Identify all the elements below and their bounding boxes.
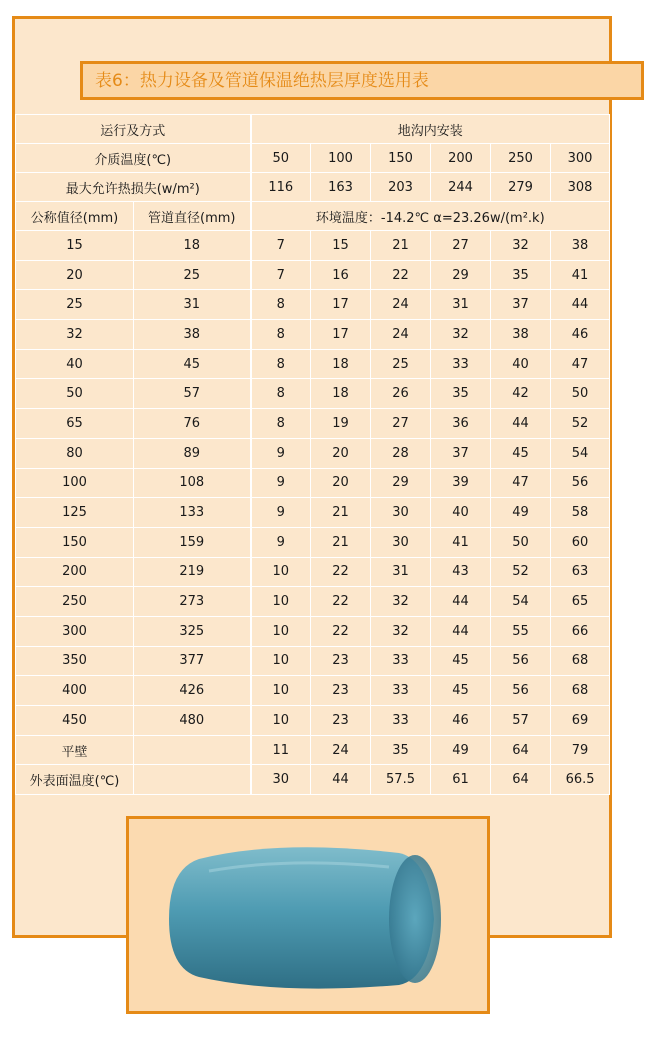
thickness-cell: 19 <box>311 409 371 439</box>
nominal-cell: 25 <box>16 290 134 320</box>
temp-value: 100 <box>311 144 371 173</box>
nominal-cell: 300 <box>16 616 134 646</box>
thickness-cell: 63 <box>551 557 610 587</box>
thickness-cell: 45 <box>491 438 551 468</box>
thickness-cell: 15 <box>311 231 371 261</box>
nominal-cell: 65 <box>16 409 134 439</box>
thickness-cell: 38 <box>551 231 610 261</box>
thickness-cell: 66 <box>551 616 610 646</box>
thickness-cell: 33 <box>371 646 431 676</box>
thickness-cell: 68 <box>551 646 610 676</box>
pipe-cell: 25 <box>134 260 251 290</box>
thickness-cell: 32 <box>491 231 551 261</box>
thickness-cell: 58 <box>551 498 610 528</box>
thickness-cell: 20 <box>311 468 371 498</box>
thickness-cell: 28 <box>371 438 431 468</box>
table-row <box>16 646 610 676</box>
thickness-cell: 45 <box>431 646 491 676</box>
temp-value: 300 <box>551 144 610 173</box>
thickness-cell: 22 <box>311 557 371 587</box>
thickness-cell: 31 <box>431 290 491 320</box>
thickness-cell: 37 <box>491 290 551 320</box>
nominal-cell: 外表面温度(℃) <box>16 765 134 795</box>
loss-value: 203 <box>371 173 431 202</box>
thickness-cell: 52 <box>491 557 551 587</box>
thickness-cell: 29 <box>371 468 431 498</box>
nominal-cell: 350 <box>16 646 134 676</box>
thickness-cell: 56 <box>491 646 551 676</box>
thickness-cell: 38 <box>491 320 551 350</box>
pipe-cell: 273 <box>134 587 251 617</box>
thickness-cell: 10 <box>251 616 311 646</box>
temp-value: 200 <box>431 144 491 173</box>
table-row <box>16 735 610 765</box>
env-label: 环境温度：-14.2℃ α=23.26w/(m².k) <box>251 202 610 231</box>
thickness-cell: 30 <box>371 498 431 528</box>
thickness-cell: 10 <box>251 557 311 587</box>
table-row <box>16 438 610 468</box>
nominal-cell: 50 <box>16 379 134 409</box>
nominal-cell: 450 <box>16 706 134 736</box>
loss-label: 最大允许热损失(w/m²) <box>16 173 251 202</box>
thickness-cell: 30 <box>251 765 311 795</box>
nominal-cell: 15 <box>16 231 134 261</box>
pipe-cell: 108 <box>134 468 251 498</box>
thickness-table <box>15 114 610 795</box>
thickness-cell: 46 <box>431 706 491 736</box>
pipe-cell: 38 <box>134 320 251 350</box>
thickness-cell: 57 <box>491 706 551 736</box>
table-row <box>16 231 610 261</box>
thickness-cell: 61 <box>431 765 491 795</box>
thickness-cell: 49 <box>491 498 551 528</box>
pipe-cell: 31 <box>134 290 251 320</box>
pipe-cell: 89 <box>134 438 251 468</box>
install-label: 地沟内安装 <box>251 115 610 144</box>
thickness-cell: 44 <box>311 765 371 795</box>
thickness-cell: 50 <box>491 527 551 557</box>
thickness-cell: 49 <box>431 735 491 765</box>
thickness-cell: 8 <box>251 349 311 379</box>
thickness-cell: 47 <box>551 349 610 379</box>
thickness-cell: 27 <box>431 231 491 261</box>
temp-value: 250 <box>491 144 551 173</box>
page-title: 表6：热力设备及管道保温绝热层厚度选用表 <box>95 71 429 91</box>
thickness-cell: 66.5 <box>551 765 610 795</box>
table-row <box>16 468 610 498</box>
insulation-roll-photo <box>129 819 487 1011</box>
thickness-cell: 56 <box>551 468 610 498</box>
thickness-cell: 52 <box>551 409 610 439</box>
table-row <box>16 379 610 409</box>
thickness-cell: 44 <box>431 616 491 646</box>
pipe-cell: 377 <box>134 646 251 676</box>
thickness-cell: 64 <box>491 735 551 765</box>
thickness-cell: 35 <box>491 260 551 290</box>
thickness-cell: 10 <box>251 646 311 676</box>
thickness-cell: 10 <box>251 587 311 617</box>
temp-value: 150 <box>371 144 431 173</box>
thickness-cell: 44 <box>551 290 610 320</box>
thickness-cell: 9 <box>251 527 311 557</box>
loss-value: 116 <box>251 173 311 202</box>
table-row <box>16 676 610 706</box>
thickness-cell: 24 <box>311 735 371 765</box>
table-row <box>16 765 610 795</box>
thickness-cell: 7 <box>251 260 311 290</box>
thickness-cell: 44 <box>431 587 491 617</box>
pipe-cell: 18 <box>134 231 251 261</box>
nominal-cell: 20 <box>16 260 134 290</box>
header-row-env <box>16 202 610 231</box>
table-row <box>16 527 610 557</box>
thickness-cell: 8 <box>251 379 311 409</box>
nominal-cell: 100 <box>16 468 134 498</box>
thickness-cell: 22 <box>311 616 371 646</box>
thickness-cell: 11 <box>251 735 311 765</box>
thickness-cell: 21 <box>371 231 431 261</box>
thickness-cell: 23 <box>311 706 371 736</box>
pipe-label: 管道直径(mm) <box>134 202 251 231</box>
thickness-cell: 32 <box>431 320 491 350</box>
mode-label: 运行及方式 <box>16 115 251 144</box>
thickness-cell: 43 <box>431 557 491 587</box>
pipe-cell: 219 <box>134 557 251 587</box>
thickness-cell: 33 <box>371 676 431 706</box>
table-row <box>16 557 610 587</box>
temp-value: 50 <box>251 144 311 173</box>
pipe-cell: 325 <box>134 616 251 646</box>
table-row <box>16 349 610 379</box>
pipe-cell <box>134 765 251 795</box>
thickness-cell: 33 <box>371 706 431 736</box>
thickness-cell: 35 <box>371 735 431 765</box>
thickness-cell: 60 <box>551 527 610 557</box>
thickness-cell: 30 <box>371 527 431 557</box>
thickness-cell: 35 <box>431 379 491 409</box>
thickness-cell: 18 <box>311 349 371 379</box>
pipe-cell: 159 <box>134 527 251 557</box>
thickness-cell: 8 <box>251 290 311 320</box>
thickness-cell: 24 <box>371 320 431 350</box>
thickness-cell: 36 <box>431 409 491 439</box>
nominal-cell: 40 <box>16 349 134 379</box>
thickness-cell: 21 <box>311 527 371 557</box>
thickness-cell: 21 <box>311 498 371 528</box>
thickness-cell: 10 <box>251 706 311 736</box>
nominal-cell: 125 <box>16 498 134 528</box>
pipe-cell: 45 <box>134 349 251 379</box>
thickness-cell: 32 <box>371 616 431 646</box>
table-row <box>16 616 610 646</box>
table-row <box>16 409 610 439</box>
thickness-cell: 8 <box>251 409 311 439</box>
temp-label: 介质温度(℃) <box>16 144 251 173</box>
thickness-cell: 22 <box>371 260 431 290</box>
thickness-cell: 45 <box>431 676 491 706</box>
thickness-cell: 65 <box>551 587 610 617</box>
loss-value: 308 <box>551 173 610 202</box>
thickness-cell: 64 <box>491 765 551 795</box>
table-row <box>16 587 610 617</box>
pipe-cell <box>134 735 251 765</box>
table-row <box>16 706 610 736</box>
thickness-cell: 39 <box>431 468 491 498</box>
thickness-cell: 50 <box>551 379 610 409</box>
nominal-cell: 150 <box>16 527 134 557</box>
thickness-cell: 9 <box>251 438 311 468</box>
thickness-cell: 79 <box>551 735 610 765</box>
thickness-cell: 18 <box>311 379 371 409</box>
nominal-cell: 80 <box>16 438 134 468</box>
thickness-cell: 26 <box>371 379 431 409</box>
thickness-cell: 41 <box>551 260 610 290</box>
thickness-cell: 10 <box>251 676 311 706</box>
loss-value: 163 <box>311 173 371 202</box>
thickness-cell: 41 <box>431 527 491 557</box>
thickness-cell: 29 <box>431 260 491 290</box>
header-row-mode <box>16 115 610 144</box>
thickness-cell: 57.5 <box>371 765 431 795</box>
thickness-cell: 17 <box>311 290 371 320</box>
thickness-cell: 44 <box>491 409 551 439</box>
thickness-cell: 25 <box>371 349 431 379</box>
thickness-cell: 33 <box>431 349 491 379</box>
thickness-cell: 56 <box>491 676 551 706</box>
table-row <box>16 498 610 528</box>
pipe-cell: 480 <box>134 706 251 736</box>
loss-value: 279 <box>491 173 551 202</box>
header-row-temp <box>16 144 610 173</box>
table-row <box>16 320 610 350</box>
nominal-cell: 平壁 <box>16 735 134 765</box>
nominal-cell: 250 <box>16 587 134 617</box>
thickness-cell: 69 <box>551 706 610 736</box>
nominal-cell: 200 <box>16 557 134 587</box>
thickness-cell: 32 <box>371 587 431 617</box>
thickness-cell: 16 <box>311 260 371 290</box>
pipe-cell: 426 <box>134 676 251 706</box>
thickness-cell: 40 <box>431 498 491 528</box>
thickness-cell: 47 <box>491 468 551 498</box>
thickness-cell: 17 <box>311 320 371 350</box>
table-row <box>16 260 610 290</box>
header-row-loss <box>16 173 610 202</box>
thickness-cell: 55 <box>491 616 551 646</box>
thickness-cell: 9 <box>251 468 311 498</box>
nominal-label: 公称值径(mm) <box>16 202 134 231</box>
thickness-cell: 7 <box>251 231 311 261</box>
pipe-cell: 133 <box>134 498 251 528</box>
thickness-cell: 23 <box>311 646 371 676</box>
nominal-cell: 32 <box>16 320 134 350</box>
thickness-cell: 23 <box>311 676 371 706</box>
thickness-cell: 24 <box>371 290 431 320</box>
thickness-cell: 22 <box>311 587 371 617</box>
thickness-cell: 46 <box>551 320 610 350</box>
thickness-cell: 27 <box>371 409 431 439</box>
thickness-cell: 42 <box>491 379 551 409</box>
thickness-cell: 20 <box>311 438 371 468</box>
pipe-cell: 57 <box>134 379 251 409</box>
thickness-cell: 68 <box>551 676 610 706</box>
thickness-cell: 31 <box>371 557 431 587</box>
thickness-cell: 8 <box>251 320 311 350</box>
thickness-cell: 40 <box>491 349 551 379</box>
pipe-cell: 76 <box>134 409 251 439</box>
loss-value: 244 <box>431 173 491 202</box>
thickness-cell: 54 <box>491 587 551 617</box>
thickness-cell: 54 <box>551 438 610 468</box>
nominal-cell: 400 <box>16 676 134 706</box>
thickness-cell: 37 <box>431 438 491 468</box>
table-row <box>16 290 610 320</box>
product-photo-frame <box>126 816 490 1014</box>
thickness-cell: 9 <box>251 498 311 528</box>
